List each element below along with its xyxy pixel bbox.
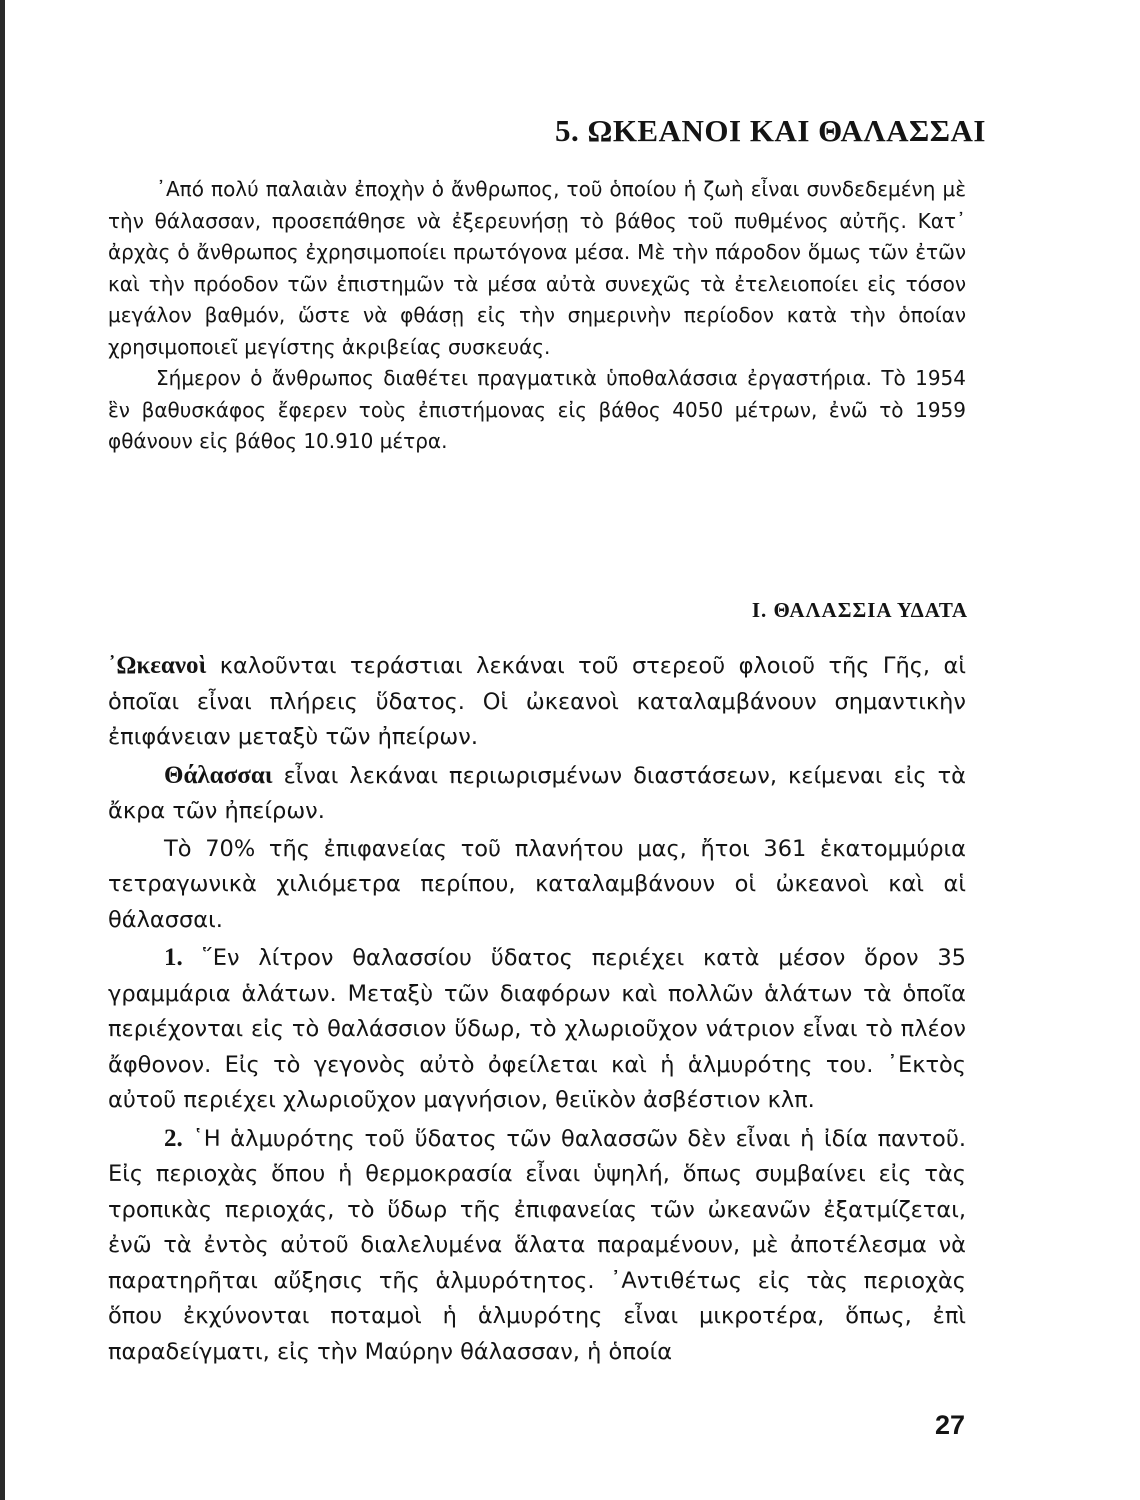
chapter-title-text: ΩΚΕΑΝΟΙ ΚΑΙ ΘΑΛΑΣΣΑΙ	[587, 113, 986, 148]
page-binding-edge	[0, 0, 5, 1500]
section-title: Ι. ΘΑΛΑΣΣΙΑ ΥΔΑΤΑ	[751, 598, 968, 622]
page-number: 27	[934, 1410, 965, 1440]
paragraph-seas-text: εἶναι λεκάναι περιωρισμένων διαστάσεων, κείμεναι εἰς τὰ ἄκρα τῶν ἠπείρων.	[108, 762, 966, 824]
item-number-1: 1.	[164, 944, 183, 971]
paragraph-oceans-text: καλοῦνται τεράστιαι λεκάναι τοῦ στερεοῦ φλοιοῦ τῆς Γῆς, αἱ ὁποῖαι εἶναι πλήρεις ὕδατος. Οἱ ὠκεανοὶ καταλαμβάνουν σημαντικὴν ἐπιφάνειαν μεταξὺ τῶν ἠπείρων.	[108, 653, 966, 750]
chapter-number: 5.	[555, 113, 580, 148]
chapter-intro	[108, 174, 966, 458]
paragraph-surface-share: Τὸ 70% τῆς ἐπιφανείας τοῦ πλανήτου μας, ἤτοι 361 ἑκατομμύρια τετραγωνικὰ χιλιόμετρα περίπου, καταλαμβάνουν οἱ ὠκεανοὶ καὶ αἱ θάλασσαι.	[108, 835, 966, 933]
paragraph-item-1	[108, 940, 966, 1119]
paragraph-item-1-text: ῞Εν λίτρον θαλασσίου ὕδατος περιέχει κατὰ μέσον ὅρον 35 γραμμάρια ἁλάτων. Μεταξὺ τῶν διαφόρων καὶ πολλῶν ἁλάτων τὰ ὁποῖα περιέχονται εἰς τὸ θαλάσσιον ὕδωρ, τὸ χλωριοῦχον νάτριον εἶναι τὸ πλέον ἄφθονον. Εἰς τὸ γεγονὸς αὐτὸ ὀφείλεται καὶ ἡ ἁλμυρότης του. ᾽Εκτὸς αὐτοῦ περιέχει χλωριοῦχον μαγνήσιον, θειϊκὸν ἀσβέστιον κλπ.	[108, 945, 966, 1113]
term-oceans: ᾽Ωκεανοὶ	[108, 652, 207, 679]
chapter-title	[555, 113, 986, 149]
paragraph-oceans	[108, 648, 966, 756]
paragraph-seas	[108, 758, 966, 830]
intro-paragraph-2: Σήμερον ὁ ἄνθρωπος διαθέτει πραγματικὰ ὑποθαλάσσια ἐργαστήρια. Τὸ 1954 ἓν βαθυσκάφος ἔφερεν τοὺς ἐπιστήμονας εἰς βάθος 4050 μέτρων, ἐνῶ τὸ 1959 φθάνουν εἰς βάθος 10.910 μέτρα.	[108, 366, 966, 453]
term-seas: Θάλασσαι	[164, 761, 273, 789]
section-body	[108, 648, 966, 1370]
paragraph-item-2-text: ῾Η ἁλμυρότης τοῦ ὕδατος τῶν θαλασσῶν δὲν εἶναι ἡ ἰδία παντοῦ. Εἰς περιοχὰς ὅπου ἡ θερμοκρασία εἶναι ὑψηλή, ὅπως συμβαίνει εἰς τὰς τροπικὰς περιοχάς, τὸ ὕδωρ τῆς ἐπιφανείας τῶν ὠκεανῶν ἐξατμίζεται, ἐνῶ τὰ ἐντὸς αὐτοῦ διαλελυμένα ἅλατα παραμένουν, μὲ ἀποτέλεσμα νὰ παρατηρῆται αὔξησις τῆς ἁλμυρότητος. ᾽Αντιθέτως εἰς τὰς περιοχὰς ὅπου ἐκχύνονται ποταμοὶ ἡ ἁλμυρότης εἶναι μικροτέρα, ὅπως, ἐπὶ παραδείγματι, εἰς τὴν Μαύρην θάλασσαν, ἡ ὁποία	[108, 1125, 966, 1365]
intro-paragraph-1: ᾽Από πολύ παλαιὰν ἐποχὴν ὁ ἄνθρωπος, τοῦ ὁποίου ἡ ζωὴ εἶναι συνδεδεμένη μὲ τὴν θάλασσαν, προσεπάθησε νὰ ἐξερευνήσῃ τὸ βάθος τοῦ πυθμένος αὐτῆς. Κατ᾽ ἀρχὰς ὁ ἄνθρωπος ἐχρησιμοποίει πρωτόγονα μέσα. Μὲ τὴν πάροδον ὅμως τῶν ἐτῶν καὶ τὴν πρόοδον τῶν ἐπιστημῶν τὰ μέσα αὐτὰ συνεχῶς τὰ ἐτελειοποίει εἰς τόσον μεγάλον βαθμόν, ὥστε νὰ φθάσῃ εἰς τὴν σημερινὴν περίοδον κατὰ τὴν ὁποίαν χρησιμοποιεῖ μεγίστης ἀκριβείας συσκευάς.	[108, 177, 966, 359]
item-number-2: 2.	[164, 1124, 183, 1152]
paragraph-item-2	[108, 1121, 966, 1371]
